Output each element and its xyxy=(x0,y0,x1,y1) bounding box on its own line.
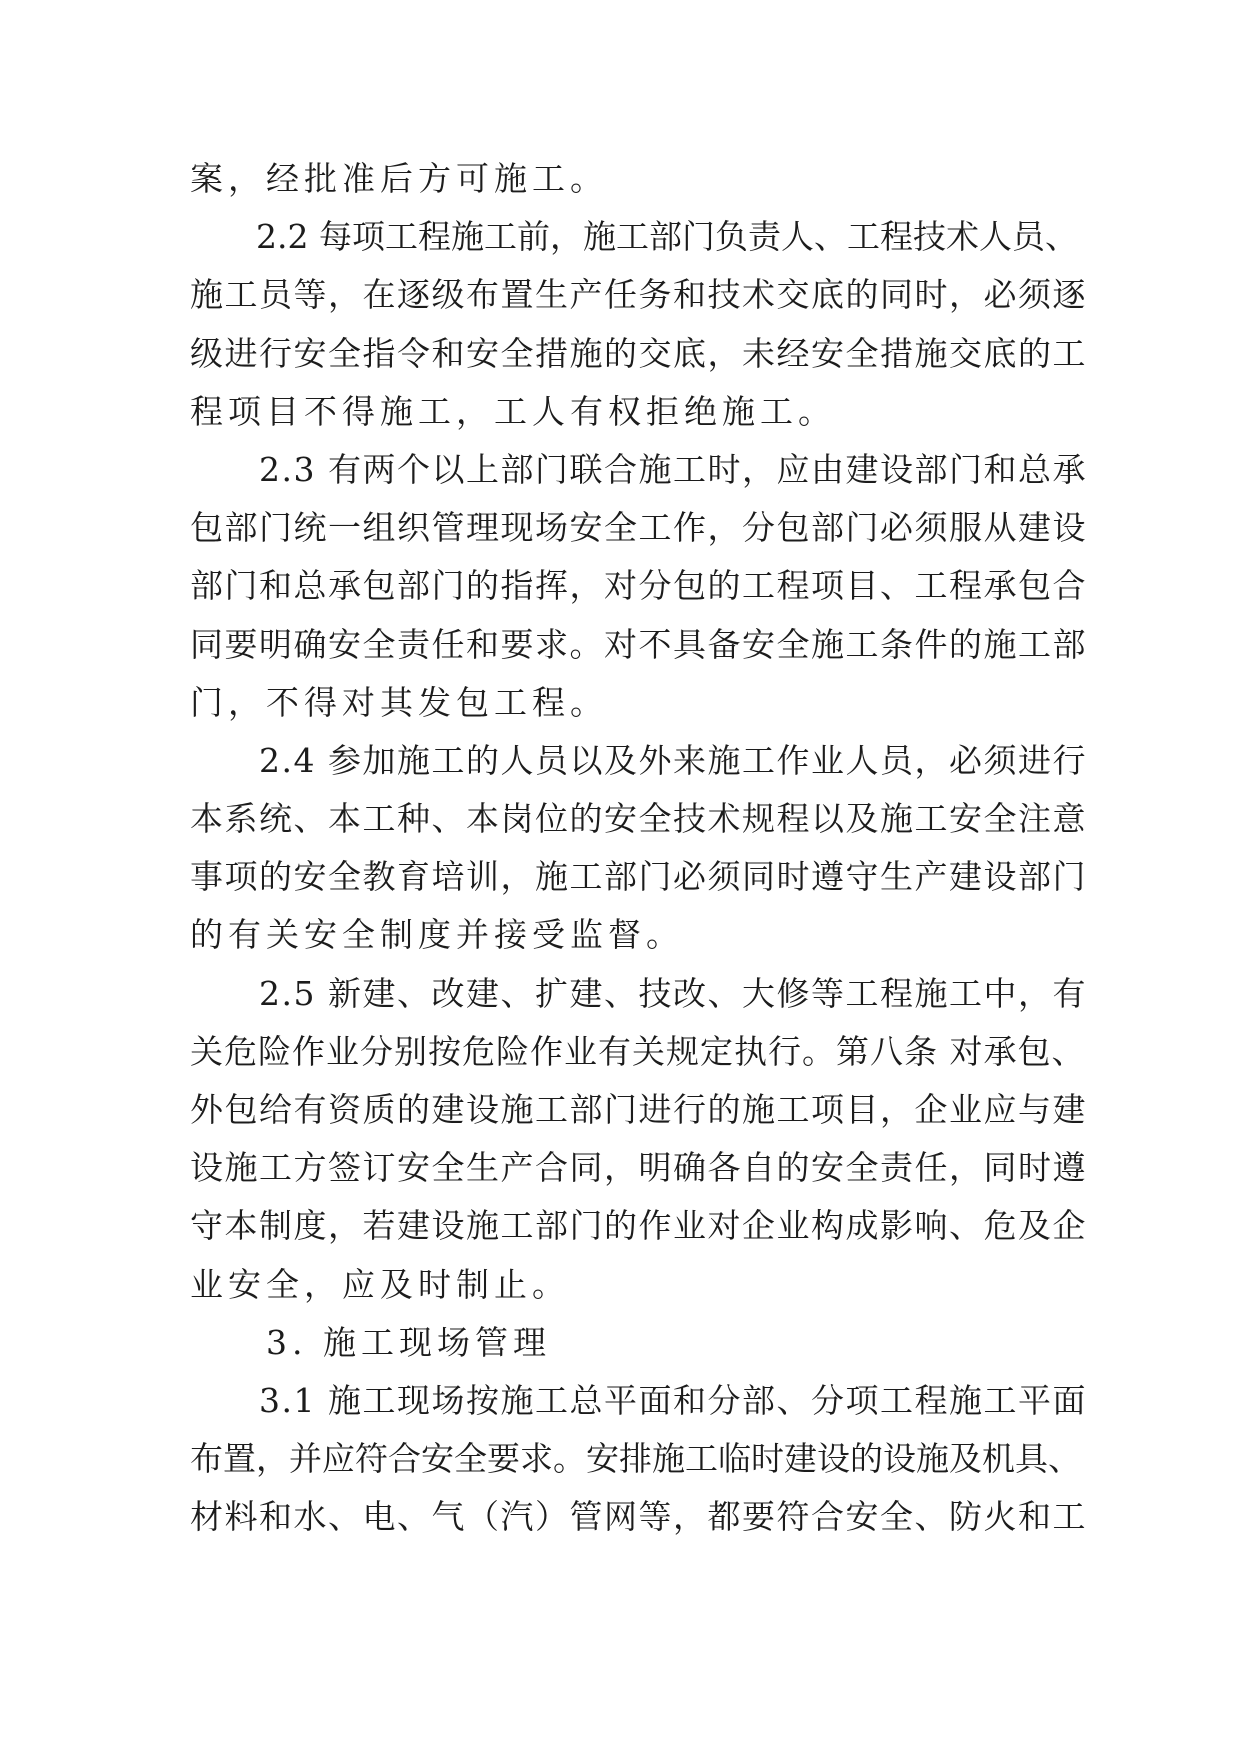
text-line: 级进行安全指令和安全措施的交底，未经安全措施交底的工 xyxy=(190,333,1087,373)
document-body xyxy=(190,150,1090,1547)
text-line: 施工员等，在逐级布置生产任务和技术交底的同时，必须逐 xyxy=(190,275,1087,315)
text-line: 3. 施工现场管理 xyxy=(190,1322,551,1362)
text-line: 2.3 有两个以上部门联合施工时，应由建设部门和总承 xyxy=(190,449,1087,489)
text-line: 业安全，应及时制止。 xyxy=(190,1264,570,1304)
text-line: 3.1 施工现场按施工总平面和分部、分项工程施工平面 xyxy=(190,1380,1087,1420)
text-line: 部门和总承包部门的指挥，对分包的工程项目、工程承包合 xyxy=(190,566,1087,606)
text-line: 包部门统一组织管理现场安全工作，分包部门必须服从建设 xyxy=(190,508,1087,548)
text-line: 事项的安全教育培训，施工部门必须同时遵守生产建设部门 xyxy=(190,857,1087,897)
text-line: 2.4 参加施工的人员以及外来施工作业人员，必须进行 xyxy=(190,740,1087,780)
text-line: 的有关安全制度并接受监督。 xyxy=(190,915,684,955)
text-line: 设施工方签订安全生产合同，明确各自的安全责任，同时遵 xyxy=(190,1148,1087,1188)
text-line: 门，不得对其发包工程。 xyxy=(190,682,608,722)
text-line: 同要明确安全责任和要求。对不具备安全施工条件的施工部 xyxy=(190,624,1087,664)
text-line: 外包给有资质的建设施工部门进行的施工项目，企业应与建 xyxy=(190,1090,1087,1129)
text-line: 守本制度，若建设施工部门的作业对企业构成影响、危及企 xyxy=(190,1206,1087,1246)
text-line: 程项目不得施工，工人有权拒绝施工。 xyxy=(190,391,836,431)
text-line: 材料和水、电、气（汽）管网等，都要符合安全、防火和工 xyxy=(190,1497,1087,1537)
text-line: 布置，并应符合安全要求。安排施工临时建设的设施及机具、 xyxy=(190,1439,1081,1479)
text-line: 关危险作业分别按危险作业有关规定执行。第八条 对承包、 xyxy=(190,1031,1086,1071)
text-line: 本系统、本工种、本岗位的安全技术规程以及施工安全注意 xyxy=(190,799,1087,839)
text-line: 2.2 每项工程施工前，施工部门负责人、工程技术人员、 xyxy=(190,217,1078,257)
text-line: 2.5 新建、改建、扩建、技改、大修等工程施工中，有 xyxy=(190,973,1087,1013)
text-line: 案，经批准后方可施工。 xyxy=(190,159,608,198)
